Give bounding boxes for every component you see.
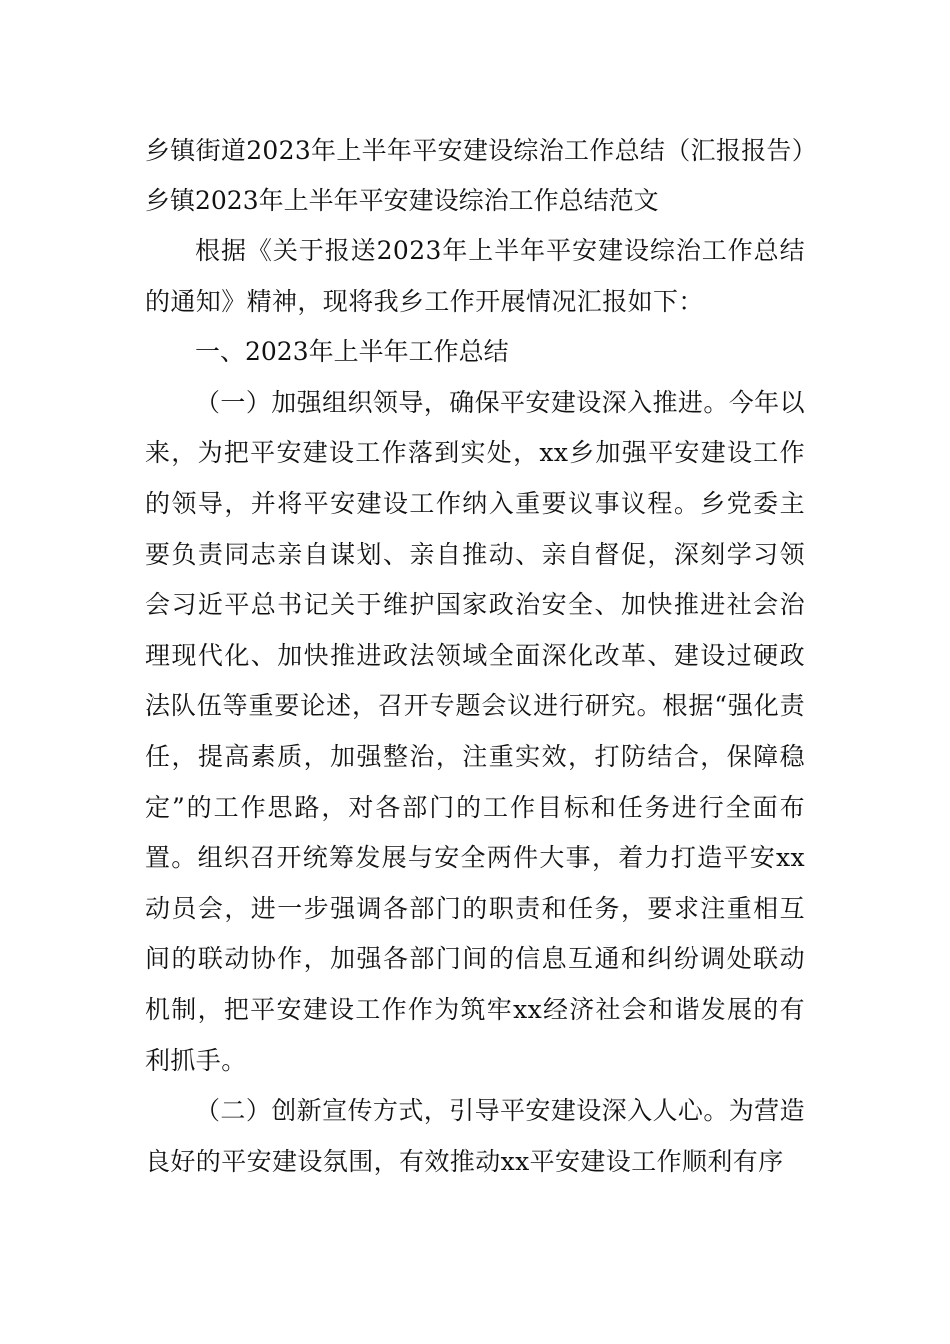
body-paragraph-1: （一）加强组织领导，确保平安建设深入推进。今年以来，为把平安建设工作落到实处，xx乡加强平安建设工作的领导，并将平安建设工作纳入重要议事议程。乡党委主要负责同志亲自谋划、亲自推动、亲自督促，深刻学习领会习近平总书记关于维护国家政治安全、加快推进社会治理现代化、加快推进政法领域全面深化改革、建设过硬政法队伍等重要论述，召开专题会议进行研究。根据“强化责任，提高素质，加强整治，注重实效，打防结合，保障稳定”的工作思路，对各部门的工作目标和任务进行全面布置。组织召开统筹发展与安全两件大事，着力打造平安xx动员会，进一步强调各部门的职责和任务，要求注重相互间的联动协作，加强各部门间的信息互通和纠纷调处联动机制，把平安建设工作作为筑牢xx经济社会和谐发展的有利抓手。 bbox=[145, 387, 805, 1075]
section-heading: 一、2023年上半年工作总结 bbox=[195, 337, 509, 367]
document-title: 乡镇街道2023年上半年平安建设综治工作总结（汇报报告） bbox=[145, 136, 818, 165]
intro-paragraph: 根据《关于报送2023年上半年平安建设综治工作总结的通知》精神，现将我乡工作开展情况汇报如下： bbox=[145, 236, 805, 316]
document-body bbox=[145, 126, 818, 1187]
body-paragraph-2: （二）创新宣传方式，引导平安建设深入人心。为营造良好的平安建设氛围，有效推动xx平安建设工作顺利有序 bbox=[145, 1096, 805, 1176]
document-subtitle: 乡镇2023年上半年平安建设综治工作总结范文 bbox=[145, 186, 659, 215]
